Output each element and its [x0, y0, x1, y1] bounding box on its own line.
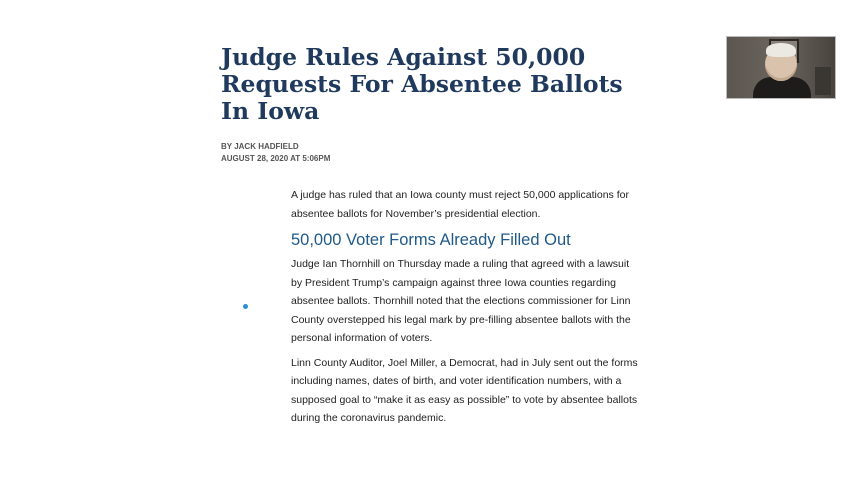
background-shelf	[815, 67, 831, 95]
mouse-cursor-icon	[243, 304, 248, 309]
article-subheading: 50,000 Voter Forms Already Filled Out	[291, 231, 571, 249]
publish-date: AUGUST 28, 2020 AT 5:06PM	[221, 154, 331, 163]
article-body	[291, 186, 641, 434]
article-intro: A judge has ruled that an Iowa county must reject 50,000 applications for absentee ballots for November’s presidential election.	[291, 189, 629, 220]
article-byline	[221, 141, 330, 165]
presenter-hair	[766, 43, 796, 57]
article-headline: Judge Rules Against 50,000 Requests For Absentee Ballots In Iowa	[221, 43, 623, 125]
article-paragraph: Linn County Auditor, Joel Miller, a Democrat, had in July sent out the forms including names, dates of birth, and voter identification numbers, with a supposed goal to “make it as easy as possible” to vote by absentee ballots during the coronavirus pandemic.	[291, 356, 638, 424]
article-paragraph: Judge Ian Thornhill on Thursday made a ruling that agreed with a lawsuit by President Trump’s campaign against three Iowa counties regarding absentee ballots. Thornhill noted that the elections commissioner for Linn County overstepped his legal mark by pre-filling absentee ballots with the personal information of voters.	[291, 258, 631, 344]
author-byline: BY JACK HADFIELD	[221, 142, 299, 151]
webcam-overlay	[726, 36, 836, 99]
